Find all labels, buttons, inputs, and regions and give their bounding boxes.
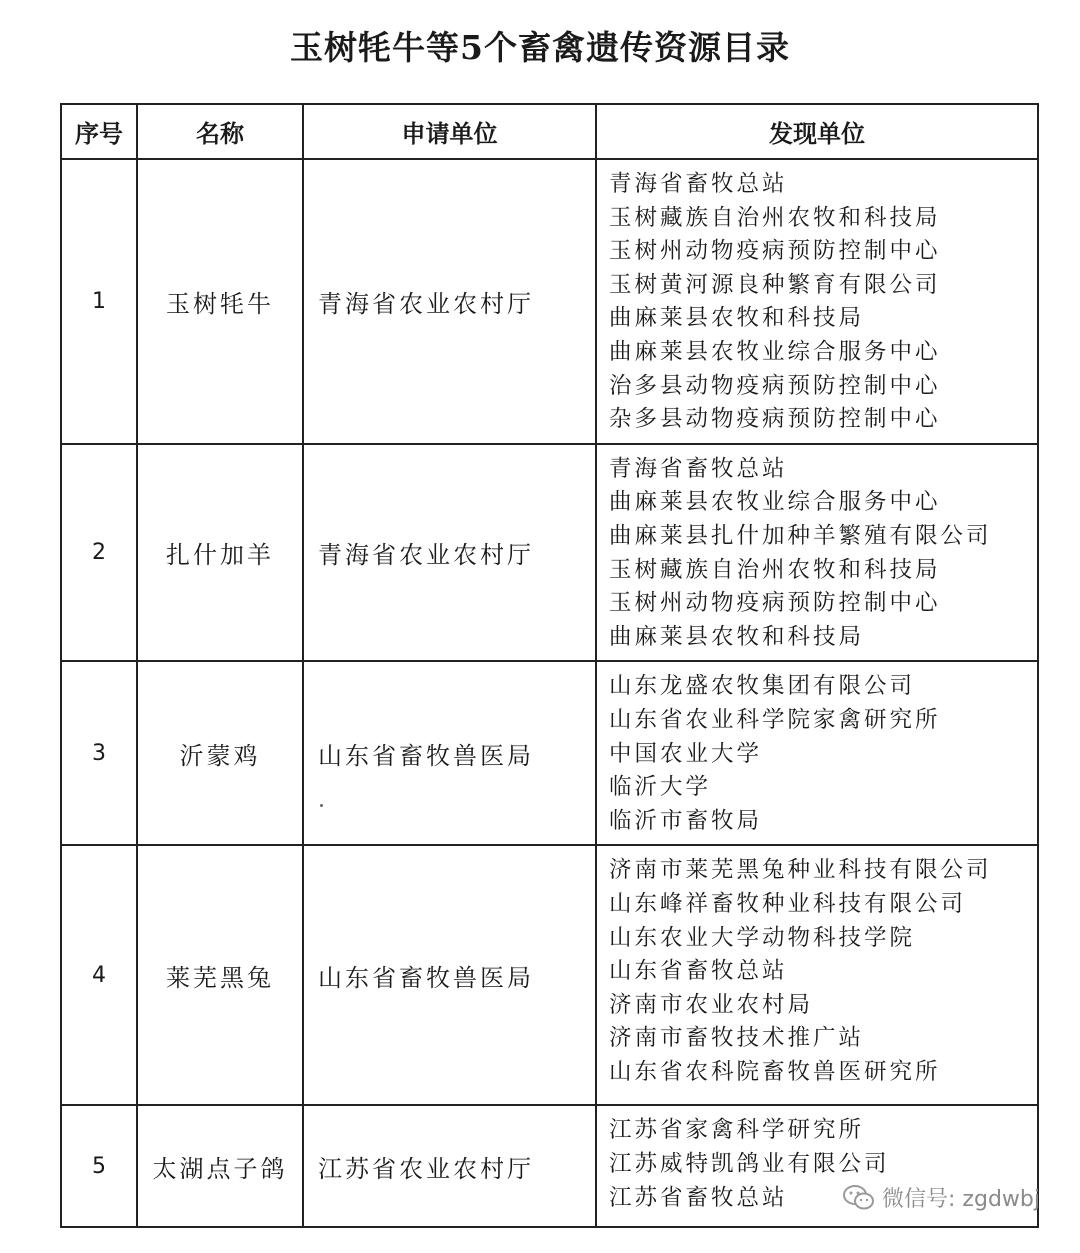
row-number: 1 <box>61 159 137 444</box>
discoverer-item: 山东省畜牧总站 <box>609 958 788 985</box>
discoverer-item: 玉树藏族自治州农牧和科技局 <box>609 204 941 231</box>
breed-name: 扎什加羊 <box>137 444 303 662</box>
discoverer-item: 玉树州动物疫病预防控制中心 <box>609 590 941 617</box>
header-name: 名称 <box>137 104 303 159</box>
discoverer-item: 曲麻莱县农牧业综合服务中心 <box>609 489 941 516</box>
discoverer-item: 江苏省畜牧总站 <box>609 1184 788 1211</box>
discoverer-item: 杂多县动物疫病预防控制中心 <box>609 406 941 433</box>
breed-name: 莱芜黑兔 <box>137 845 303 1105</box>
discoverer-item: 江苏省家禽科学研究所 <box>609 1117 865 1144</box>
discoverer-units <box>596 159 1038 444</box>
breed-name: 太湖点子鸽 <box>137 1105 303 1227</box>
discoverer-item: 济南市莱芜黑兔种业科技有限公司 <box>609 857 992 884</box>
row-number: 2 <box>61 444 137 662</box>
applicant-unit: 山东省畜牧兽医局 <box>303 661 596 845</box>
applicant-unit: 山东省畜牧兽医局 <box>303 845 596 1105</box>
discoverer-item: 青海省畜牧总站 <box>609 171 788 197</box>
wechat-icon <box>842 1184 876 1212</box>
discoverer-units <box>596 845 1038 1105</box>
discoverer-item: 曲麻莱县农牧和科技局 <box>609 623 865 650</box>
resource-table <box>60 103 1039 1228</box>
discoverer-item: 山东峰祥畜牧种业科技有限公司 <box>609 890 967 917</box>
page-title: 玉树牦牛等5个畜禽遗传资源目录 <box>290 28 790 67</box>
discoverer-item: 山东省农科院畜牧兽医研究所 <box>609 1058 941 1085</box>
table-row <box>61 845 1038 1105</box>
discoverer-item: 青海省畜牧总站 <box>609 455 788 482</box>
discoverer-item: 山东农业大学动物科技学院 <box>609 924 916 951</box>
watermark-text: 微信号: zgdwbj <box>882 1187 1040 1212</box>
discoverer-units <box>596 444 1038 662</box>
discoverer-item: 中国农业大学 <box>609 740 763 767</box>
applicant-unit: 青海省农业农村厅 <box>303 444 596 662</box>
applicant-unit: 江苏省农业农村厅 <box>303 1105 596 1227</box>
discoverer-item: 山东龙盛农牧集团有限公司 <box>609 673 916 700</box>
header-discoverer: 发现单位 <box>596 104 1038 159</box>
discoverer-item: 临沂市畜牧局 <box>609 807 763 834</box>
breed-name: 玉树牦牛 <box>137 159 303 444</box>
discoverer-item: 治多县动物疫病预防控制中心 <box>609 372 941 399</box>
discoverer-item: 曲麻莱县扎什加种羊繁殖有限公司 <box>609 522 992 549</box>
discoverer-item: 山东省农业科学院家禽研究所 <box>609 706 941 733</box>
discoverer-item: 济南市农业农村局 <box>609 991 814 1018</box>
discoverer-item: 济南市畜牧技术推广站 <box>609 1025 865 1052</box>
table-row <box>61 444 1038 662</box>
discoverer-item: 江苏威特凯鸽业有限公司 <box>609 1150 890 1177</box>
row-number: 5 <box>61 1105 137 1227</box>
breed-name: 沂蒙鸡 <box>137 661 303 845</box>
table-row <box>61 661 1038 845</box>
header-applicant: 申请单位 <box>303 104 596 159</box>
row-number: 4 <box>61 845 137 1105</box>
discoverer-item: 临沂大学 <box>609 774 712 801</box>
table-row <box>61 159 1038 444</box>
discoverer-units <box>596 661 1038 845</box>
wechat-watermark <box>842 1182 1040 1213</box>
discoverer-item: 玉树州动物疫病预防控制中心 <box>609 238 941 265</box>
row-number: 3 <box>61 661 137 845</box>
discoverer-item: 曲麻莱县农牧业综合服务中心 <box>609 338 941 365</box>
header-number: 序号 <box>61 104 137 159</box>
scan-speck <box>320 804 323 807</box>
discoverer-item: 曲麻莱县农牧和科技局 <box>609 305 865 332</box>
applicant-unit: 青海省农业农村厅 <box>303 159 596 444</box>
table-header-row <box>61 104 1038 159</box>
discoverer-item: 玉树黄河源良种繁育有限公司 <box>609 271 941 298</box>
discoverer-item: 玉树藏族自治州农牧和科技局 <box>609 556 941 583</box>
